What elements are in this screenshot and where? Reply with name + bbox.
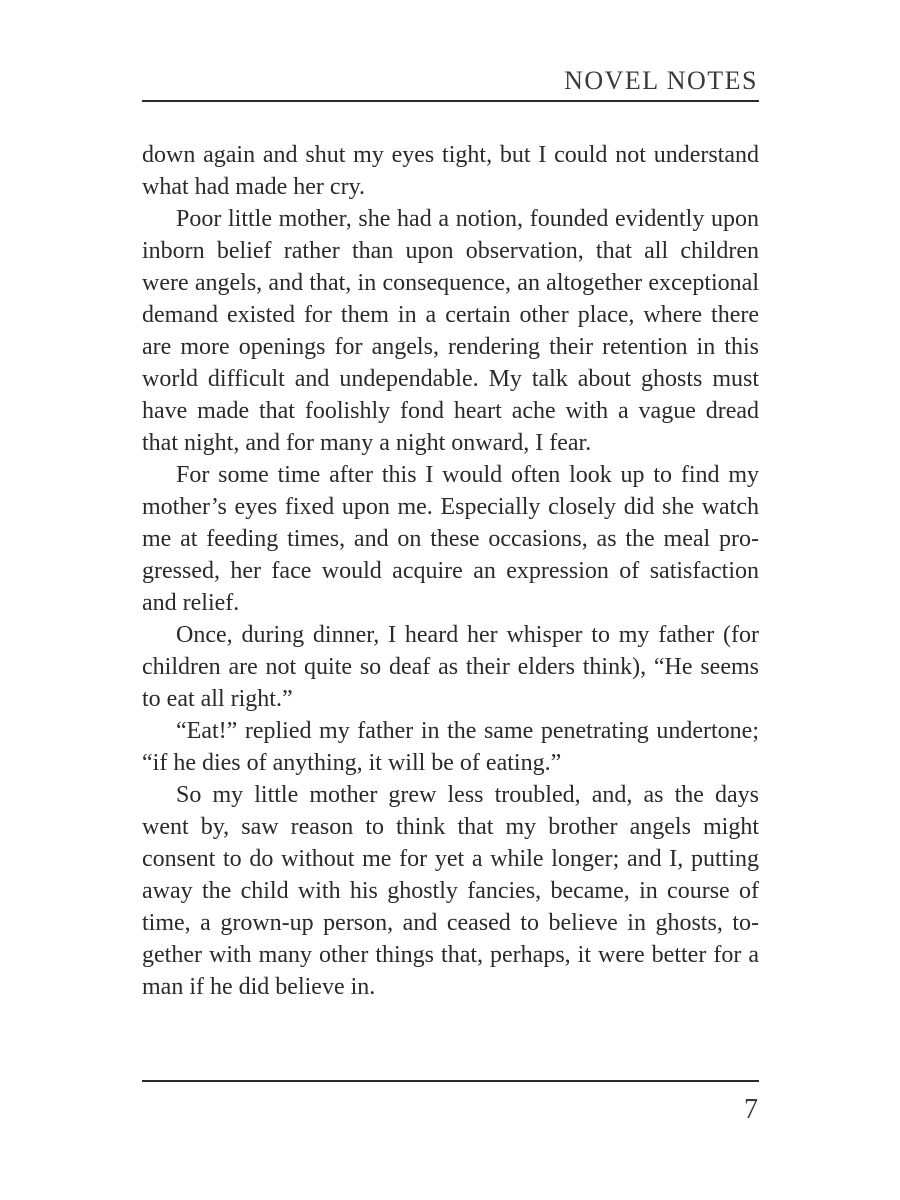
paragraph: So my little mother grew less troubled, and, as the days went by, saw reason to think that my brother angels might consent to do without me for yet a while longer; and I, putting away the child with his ghostly fancies, became, in course of time, a grown-up person, and ceased to believe in ghosts, together with many other things that, perhaps, it were better for a man if he did believe in. <box>142 782 759 1000</box>
paragraph: For some time after this I would often look up to find my mother’s eyes fixed upon me. Especially closely did she watch me at feeding times, and on these occasions, as the meal progressed, her face would acquire an expression of satisfaction and relief. <box>142 462 759 616</box>
header-rule <box>142 100 759 102</box>
page-body <box>142 139 759 1003</box>
paragraph: “Eat!” replied my father in the same penetrating undertone; “if he dies of anything, it will be of eating.” <box>142 718 759 776</box>
paragraph: Poor little mother, she had a notion, founded evidently upon inborn belief rather than upon observation, that all children were angels, and that, in consequence, an altogether exceptional demand existed for them in a certain other place, where there are more openings for angels, rendering their retention in this world difficult and undependable. My talk about ghosts must have made that foolishly fond heart ache with a vague dread that night, and for many a night onward, I fear. <box>142 206 759 456</box>
running-header-title: NOVEL NOTES <box>564 66 758 95</box>
footer-rule <box>142 1080 759 1082</box>
paragraph: Once, during dinner, I heard her whisper to my father (for children are not quite so deaf as their elders think), “He seems to eat all right.” <box>142 622 759 712</box>
page-number: 7 <box>744 1094 758 1125</box>
paragraph-continued: down again and shut my eyes tight, but I could not understand what had made her cry. <box>142 142 759 200</box>
